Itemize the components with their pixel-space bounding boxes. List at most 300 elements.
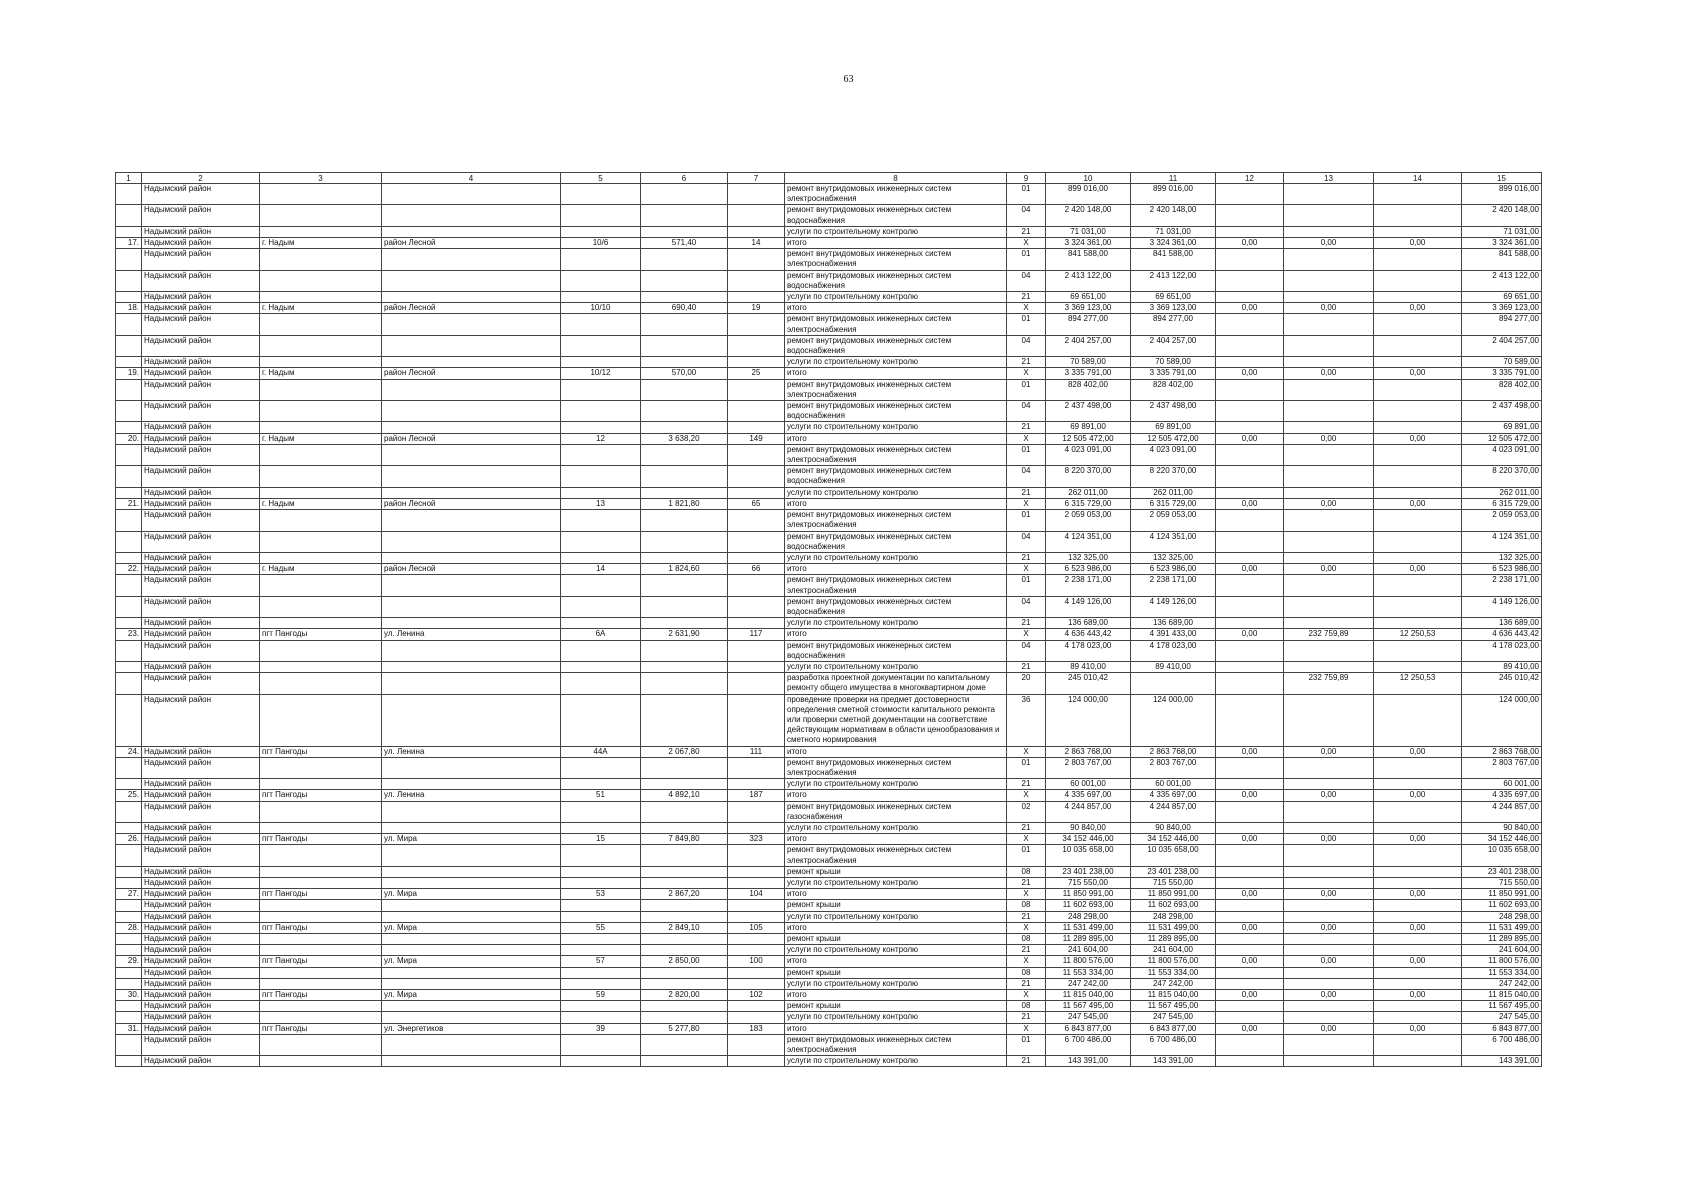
cell-street	[382, 694, 561, 746]
cell-total-cost: 11 567 495,00	[1046, 1001, 1131, 1012]
cell-cost-col-14	[1374, 335, 1462, 356]
cell-cost-col-12	[1216, 422, 1284, 433]
cell-cost-col-12: 0,00	[1216, 629, 1284, 640]
cell-residents	[728, 779, 785, 790]
cell-cost-col-12	[1216, 640, 1284, 661]
table-row	[116, 466, 1542, 487]
cell-district: Надымский район	[142, 379, 260, 400]
cell-district: Надымский район	[142, 629, 260, 640]
cell-settlement: пгт Пангоды	[260, 629, 382, 640]
cell-house-number	[561, 1056, 641, 1067]
cell-work-code: 21	[1007, 292, 1046, 303]
cell-area	[641, 575, 728, 596]
cell-cost-col-15: 245 010,42	[1462, 673, 1542, 694]
cell-row-number	[116, 661, 142, 672]
cell-house-number: 44А	[561, 746, 641, 757]
cell-house-number: 39	[561, 1023, 641, 1034]
cell-cost-col-13	[1284, 552, 1374, 563]
cell-street	[382, 249, 561, 270]
table-row	[116, 1056, 1542, 1067]
table-row	[116, 900, 1542, 911]
cell-cost-col-14	[1374, 779, 1462, 790]
cell-area	[641, 531, 728, 552]
cell-cost-col-14	[1374, 314, 1462, 335]
cell-work-code: 21	[1007, 945, 1046, 956]
cell-total-cost: 6 843 877,00	[1046, 1023, 1131, 1034]
cell-street	[382, 270, 561, 291]
table-row	[116, 746, 1542, 757]
cell-house-number	[561, 487, 641, 498]
cell-cost-col-14: 0,00	[1374, 564, 1462, 575]
cell-cost-col-15: 11 800 576,00	[1462, 956, 1542, 967]
cell-cost-col-11: 124 000,00	[1131, 694, 1216, 746]
cell-cost-col-15: 4 335 697,00	[1462, 790, 1542, 801]
cell-cost-col-11: 2 437 498,00	[1131, 401, 1216, 422]
cell-cost-col-15: 143 391,00	[1462, 1056, 1542, 1067]
cell-area	[641, 184, 728, 205]
cell-total-cost: 3 369 123,00	[1046, 303, 1131, 314]
cell-street	[382, 575, 561, 596]
cell-total-cost: 23 401 238,00	[1046, 866, 1131, 877]
cell-cost-col-13	[1284, 596, 1374, 617]
cell-residents	[728, 444, 785, 465]
cell-work-code: 04	[1007, 596, 1046, 617]
cell-work-type: итого	[785, 433, 1007, 444]
cell-cost-col-13: 0,00	[1284, 1023, 1374, 1034]
cell-settlement	[260, 422, 382, 433]
cell-district: Надымский район	[142, 934, 260, 945]
cell-cost-col-11: 69 891,00	[1131, 422, 1216, 433]
cell-cost-col-12	[1216, 934, 1284, 945]
cell-row-number	[116, 184, 142, 205]
cell-settlement	[260, 575, 382, 596]
cell-house-number	[561, 945, 641, 956]
cell-cost-col-14: 0,00	[1374, 889, 1462, 900]
cell-total-cost: 2 238 171,00	[1046, 575, 1131, 596]
cell-house-number	[561, 1034, 641, 1055]
cell-cost-col-15: 69 651,00	[1462, 292, 1542, 303]
cell-total-cost: 2 059 053,00	[1046, 510, 1131, 531]
cell-cost-col-13	[1284, 226, 1374, 237]
column-header-15: 15	[1462, 173, 1542, 184]
table-row	[116, 801, 1542, 822]
cell-house-number	[561, 444, 641, 465]
cell-area: 2 867,20	[641, 889, 728, 900]
cell-house-number	[561, 845, 641, 866]
column-header-13: 13	[1284, 173, 1374, 184]
cell-cost-col-11: 3 369 123,00	[1131, 303, 1216, 314]
cell-cost-col-11: 132 325,00	[1131, 552, 1216, 563]
cell-cost-col-13: 0,00	[1284, 303, 1374, 314]
cell-cost-col-15: 124 000,00	[1462, 694, 1542, 746]
cell-total-cost: 4 149 126,00	[1046, 596, 1131, 617]
cell-row-number	[116, 1001, 142, 1012]
cell-street	[382, 422, 561, 433]
cell-residents	[728, 314, 785, 335]
cell-work-code: X	[1007, 564, 1046, 575]
cell-cost-col-13: 0,00	[1284, 889, 1374, 900]
table-row	[116, 694, 1542, 746]
cell-street: ул. Ленина	[382, 629, 561, 640]
cell-total-cost: 4 178 023,00	[1046, 640, 1131, 661]
cell-cost-col-12	[1216, 978, 1284, 989]
cell-cost-col-14: 0,00	[1374, 1023, 1462, 1034]
cell-house-number	[561, 205, 641, 226]
cell-row-number	[116, 822, 142, 833]
table-row	[116, 226, 1542, 237]
cell-residents	[728, 978, 785, 989]
cell-residents: 104	[728, 889, 785, 900]
cell-area: 2 850,00	[641, 956, 728, 967]
cell-cost-col-12	[1216, 1012, 1284, 1023]
cell-cost-col-12	[1216, 757, 1284, 778]
cell-cost-col-12	[1216, 226, 1284, 237]
cell-work-code: 21	[1007, 552, 1046, 563]
cell-work-code: 08	[1007, 967, 1046, 978]
cell-district: Надымский район	[142, 1034, 260, 1055]
cell-district: Надымский район	[142, 433, 260, 444]
cell-row-number	[116, 900, 142, 911]
table-row	[116, 922, 1542, 933]
cell-street	[382, 552, 561, 563]
cell-work-type: услуги по строительному контролю	[785, 357, 1007, 368]
cell-cost-col-15: 2 803 767,00	[1462, 757, 1542, 778]
cell-cost-col-12	[1216, 900, 1284, 911]
cell-work-type: ремонт внутридомовых инженерных систем газоснабжения	[785, 801, 1007, 822]
cell-district: Надымский район	[142, 673, 260, 694]
cell-work-code: X	[1007, 990, 1046, 1001]
cell-cost-col-15: 11 289 895,00	[1462, 934, 1542, 945]
cell-residents	[728, 967, 785, 978]
cell-house-number	[561, 226, 641, 237]
cell-settlement	[260, 945, 382, 956]
cell-residents	[728, 934, 785, 945]
cell-area	[641, 466, 728, 487]
cell-cost-col-12	[1216, 845, 1284, 866]
cell-total-cost: 4 244 857,00	[1046, 801, 1131, 822]
cell-district: Надымский район	[142, 866, 260, 877]
table-row	[116, 379, 1542, 400]
table-row	[116, 945, 1542, 956]
cell-cost-col-11: 12 505 472,00	[1131, 433, 1216, 444]
cell-row-number: 20.	[116, 433, 142, 444]
cell-street	[382, 531, 561, 552]
cell-work-type: итого	[785, 1023, 1007, 1034]
cell-total-cost: 262 011,00	[1046, 487, 1131, 498]
cell-cost-col-14	[1374, 444, 1462, 465]
cell-cost-col-14	[1374, 487, 1462, 498]
table-row	[116, 303, 1542, 314]
cell-work-code: 08	[1007, 866, 1046, 877]
cell-house-number	[561, 466, 641, 487]
cell-area: 1 821,80	[641, 498, 728, 509]
cell-street: ул. Мира	[382, 834, 561, 845]
cell-cost-col-12: 0,00	[1216, 433, 1284, 444]
cell-district: Надымский район	[142, 314, 260, 335]
column-header-3: 3	[260, 173, 382, 184]
cell-cost-col-12	[1216, 314, 1284, 335]
cell-work-code: 20	[1007, 673, 1046, 694]
cell-cost-col-14	[1374, 945, 1462, 956]
cell-house-number: 6А	[561, 629, 641, 640]
cell-cost-col-13	[1284, 314, 1374, 335]
cell-street: ул. Ленина	[382, 746, 561, 757]
cell-house-number: 53	[561, 889, 641, 900]
cell-cost-col-13	[1284, 575, 1374, 596]
cell-cost-col-15: 4 178 023,00	[1462, 640, 1542, 661]
cell-row-number	[116, 401, 142, 422]
cell-work-type: услуги по строительному контролю	[785, 978, 1007, 989]
cell-total-cost: 136 689,00	[1046, 618, 1131, 629]
cell-house-number	[561, 575, 641, 596]
cell-street	[382, 226, 561, 237]
cell-district: Надымский район	[142, 640, 260, 661]
cell-street	[382, 1001, 561, 1012]
column-header-5: 5	[561, 173, 641, 184]
cell-cost-col-13	[1284, 900, 1374, 911]
cell-cost-col-11: 247 545,00	[1131, 1012, 1216, 1023]
cell-residents	[728, 205, 785, 226]
cell-cost-col-11: 6 523 986,00	[1131, 564, 1216, 575]
cell-cost-col-11: 23 401 238,00	[1131, 866, 1216, 877]
cell-work-code: 21	[1007, 422, 1046, 433]
cell-work-code: X	[1007, 790, 1046, 801]
cell-area	[641, 801, 728, 822]
cell-street: ул. Мира	[382, 922, 561, 933]
cell-residents	[728, 596, 785, 617]
cell-cost-col-14	[1374, 900, 1462, 911]
cell-house-number: 51	[561, 790, 641, 801]
cell-house-number	[561, 934, 641, 945]
cell-cost-col-12: 0,00	[1216, 990, 1284, 1001]
cell-house-number: 10/12	[561, 368, 641, 379]
cell-cost-col-12	[1216, 466, 1284, 487]
cell-area	[641, 822, 728, 833]
cell-district: Надымский район	[142, 249, 260, 270]
cell-cost-col-12: 0,00	[1216, 238, 1284, 249]
cell-settlement: г. Надым	[260, 498, 382, 509]
cell-cost-col-13	[1284, 379, 1374, 400]
cell-cost-col-14: 12 250,53	[1374, 673, 1462, 694]
cell-cost-col-11: 3 324 361,00	[1131, 238, 1216, 249]
cell-row-number	[116, 444, 142, 465]
cell-cost-col-15: 23 401 238,00	[1462, 866, 1542, 877]
cell-cost-col-12	[1216, 249, 1284, 270]
cell-cost-col-14	[1374, 422, 1462, 433]
cell-area	[641, 673, 728, 694]
cell-residents	[728, 1012, 785, 1023]
cell-district: Надымский район	[142, 790, 260, 801]
cell-total-cost: 245 010,42	[1046, 673, 1131, 694]
cell-total-cost: 4 124 351,00	[1046, 531, 1131, 552]
cell-cost-col-11: 11 815 040,00	[1131, 990, 1216, 1001]
cell-total-cost: 11 850 991,00	[1046, 889, 1131, 900]
cell-district: Надымский район	[142, 335, 260, 356]
cell-settlement	[260, 822, 382, 833]
cell-total-cost: 11 553 334,00	[1046, 967, 1131, 978]
table-row	[116, 564, 1542, 575]
cell-residents	[728, 878, 785, 889]
cell-house-number	[561, 618, 641, 629]
cell-street	[382, 900, 561, 911]
cell-settlement	[260, 335, 382, 356]
table-row	[116, 575, 1542, 596]
cell-area	[641, 1001, 728, 1012]
cell-work-code: 01	[1007, 184, 1046, 205]
table-row	[116, 967, 1542, 978]
cell-area	[641, 845, 728, 866]
cell-cost-col-12	[1216, 379, 1284, 400]
cell-row-number	[116, 1056, 142, 1067]
cell-total-cost: 2 437 498,00	[1046, 401, 1131, 422]
cell-work-type: услуги по строительному контролю	[785, 1012, 1007, 1023]
cell-house-number	[561, 422, 641, 433]
cell-house-number	[561, 184, 641, 205]
cell-settlement: пгт Пангоды	[260, 790, 382, 801]
cell-cost-col-14: 0,00	[1374, 956, 1462, 967]
cell-cost-col-12: 0,00	[1216, 889, 1284, 900]
table-row	[116, 779, 1542, 790]
cell-work-type: ремонт внутридомовых инженерных систем водоснабжения	[785, 335, 1007, 356]
cell-residents: 14	[728, 238, 785, 249]
cell-street	[382, 878, 561, 889]
cell-settlement	[260, 779, 382, 790]
cell-street	[382, 401, 561, 422]
cell-work-type: ремонт крыши	[785, 967, 1007, 978]
cell-work-code: X	[1007, 922, 1046, 933]
cell-work-code: 04	[1007, 466, 1046, 487]
cell-cost-col-13	[1284, 292, 1374, 303]
cell-settlement	[260, 379, 382, 400]
cell-cost-col-14	[1374, 466, 1462, 487]
cell-cost-col-11	[1131, 673, 1216, 694]
cell-settlement	[260, 226, 382, 237]
cell-street	[382, 967, 561, 978]
cell-residents	[728, 401, 785, 422]
table-row	[116, 238, 1542, 249]
cell-district: Надымский район	[142, 368, 260, 379]
cell-cost-col-14	[1374, 1012, 1462, 1023]
cell-cost-col-11: 894 277,00	[1131, 314, 1216, 335]
cell-house-number	[561, 552, 641, 563]
cell-cost-col-12: 0,00	[1216, 1023, 1284, 1034]
cell-street	[382, 466, 561, 487]
cell-area: 690,40	[641, 303, 728, 314]
cell-work-type: услуги по строительному контролю	[785, 878, 1007, 889]
cell-cost-col-14	[1374, 575, 1462, 596]
table-row	[116, 990, 1542, 1001]
cell-row-number	[116, 335, 142, 356]
table-row	[116, 444, 1542, 465]
cell-district: Надымский район	[142, 834, 260, 845]
cell-work-code: 04	[1007, 270, 1046, 291]
cell-total-cost: 124 000,00	[1046, 694, 1131, 746]
cell-house-number	[561, 694, 641, 746]
cell-street	[382, 661, 561, 672]
cell-house-number	[561, 531, 641, 552]
cell-residents: 187	[728, 790, 785, 801]
cell-cost-col-14	[1374, 531, 1462, 552]
cell-house-number	[561, 379, 641, 400]
cell-cost-col-15: 247 242,00	[1462, 978, 1542, 989]
cell-cost-col-14	[1374, 822, 1462, 833]
cell-total-cost: 69 651,00	[1046, 292, 1131, 303]
cell-area: 4 892,10	[641, 790, 728, 801]
cell-cost-col-13	[1284, 422, 1374, 433]
cell-work-type: итого	[785, 368, 1007, 379]
cell-street	[382, 640, 561, 661]
cell-work-type: ремонт внутридомовых инженерных систем электроснабжения	[785, 845, 1007, 866]
cell-cost-col-15: 11 553 334,00	[1462, 967, 1542, 978]
cell-row-number	[116, 779, 142, 790]
cell-row-number: 28.	[116, 922, 142, 933]
cell-work-code: 04	[1007, 531, 1046, 552]
cell-cost-col-14	[1374, 205, 1462, 226]
cell-total-cost: 4 335 697,00	[1046, 790, 1131, 801]
cell-settlement	[260, 292, 382, 303]
cell-residents	[728, 845, 785, 866]
cell-cost-col-15: 2 437 498,00	[1462, 401, 1542, 422]
cell-total-cost: 247 545,00	[1046, 1012, 1131, 1023]
cell-cost-col-15: 2 404 257,00	[1462, 335, 1542, 356]
cell-area	[641, 967, 728, 978]
cell-row-number	[116, 466, 142, 487]
cell-street	[382, 487, 561, 498]
cell-row-number	[116, 640, 142, 661]
cell-cost-col-11: 69 651,00	[1131, 292, 1216, 303]
column-header-10: 10	[1046, 173, 1131, 184]
cell-area	[641, 661, 728, 672]
column-header-6: 6	[641, 173, 728, 184]
cell-district: Надымский район	[142, 845, 260, 866]
cell-cost-col-15: 899 016,00	[1462, 184, 1542, 205]
cell-work-type: итого	[785, 746, 1007, 757]
cell-cost-col-15: 2 238 171,00	[1462, 575, 1542, 596]
cell-house-number	[561, 1012, 641, 1023]
cell-work-code: 21	[1007, 779, 1046, 790]
cell-residents	[728, 900, 785, 911]
table-row	[116, 335, 1542, 356]
cell-cost-col-11: 11 531 499,00	[1131, 922, 1216, 933]
cell-district: Надымский район	[142, 238, 260, 249]
cell-cost-col-15: 2 863 768,00	[1462, 746, 1542, 757]
cell-district: Надымский район	[142, 967, 260, 978]
cell-row-number	[116, 314, 142, 335]
cell-cost-col-13	[1284, 249, 1374, 270]
cell-work-code: X	[1007, 238, 1046, 249]
cell-area	[641, 900, 728, 911]
cell-settlement	[260, 1034, 382, 1055]
cell-total-cost: 11 602 693,00	[1046, 900, 1131, 911]
cell-residents: 65	[728, 498, 785, 509]
table-row	[116, 834, 1542, 845]
cell-house-number	[561, 661, 641, 672]
column-header-8: 8	[785, 173, 1007, 184]
cell-row-number: 24.	[116, 746, 142, 757]
cell-street: ул. Мира	[382, 990, 561, 1001]
cell-work-type: ремонт внутридомовых инженерных систем электроснабжения	[785, 757, 1007, 778]
cell-district: Надымский район	[142, 401, 260, 422]
cell-house-number	[561, 249, 641, 270]
cell-work-code: X	[1007, 889, 1046, 900]
cell-settlement: пгт Пангоды	[260, 889, 382, 900]
cell-residents: 105	[728, 922, 785, 933]
cell-street	[382, 596, 561, 617]
cell-cost-col-15: 4 023 091,00	[1462, 444, 1542, 465]
cell-total-cost: 10 035 658,00	[1046, 845, 1131, 866]
cell-settlement	[260, 640, 382, 661]
cell-cost-col-13: 0,00	[1284, 498, 1374, 509]
